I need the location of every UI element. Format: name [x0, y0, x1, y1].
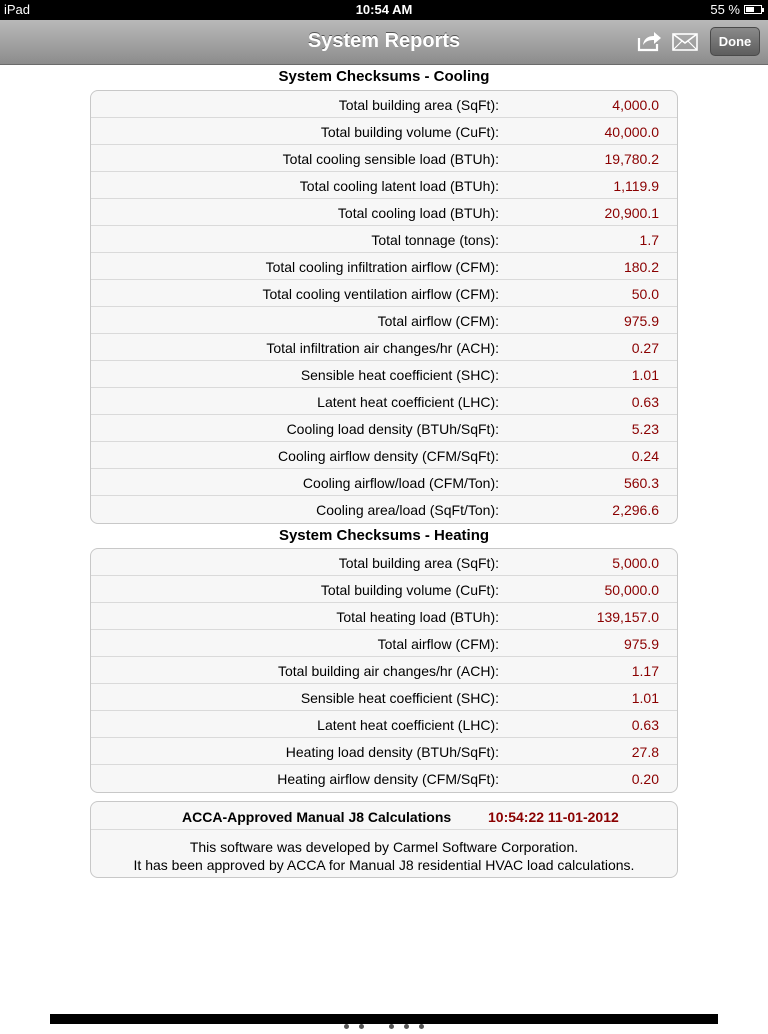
table-row — [91, 549, 677, 576]
row-value: 139,157.0 — [596, 609, 659, 625]
acca-approval-box — [90, 801, 678, 878]
navigation-bar — [0, 20, 768, 65]
table-row — [91, 576, 677, 603]
row-value: 1.01 — [631, 690, 659, 706]
row-label: Latent heat coefficient (LHC): — [317, 717, 499, 733]
heating-checksums-table — [90, 548, 678, 793]
row-value: 0.24 — [631, 448, 659, 464]
acca-header — [91, 802, 677, 830]
table-row — [91, 603, 677, 630]
page-dot[interactable] — [404, 1024, 409, 1029]
table-row — [91, 738, 677, 765]
table-row — [91, 118, 677, 145]
row-value: 1.01 — [631, 367, 659, 383]
page-title: System Reports — [307, 30, 461, 52]
page-dot[interactable] — [374, 1024, 379, 1029]
row-value: 0.63 — [631, 394, 659, 410]
row-value: 0.20 — [631, 771, 659, 787]
page-dot[interactable] — [344, 1024, 349, 1029]
row-label: Total building volume (CuFt): — [320, 582, 499, 598]
mail-icon[interactable] — [672, 33, 698, 51]
row-label: Total cooling sensible load (BTUh): — [282, 151, 499, 167]
row-label: Heating airflow density (CFM/SqFt): — [277, 771, 499, 787]
row-value: 1.7 — [639, 232, 659, 248]
table-row — [91, 253, 677, 280]
row-label: Total cooling load (BTUh): — [337, 205, 499, 221]
row-label: Total building air changes/hr (ACH): — [278, 663, 499, 679]
table-row — [91, 496, 677, 523]
row-label: Heating load density (BTUh/SqFt): — [285, 744, 499, 760]
table-row — [91, 657, 677, 684]
page-dot[interactable] — [419, 1024, 424, 1029]
battery-indicator — [710, 2, 762, 17]
row-value: 19,780.2 — [604, 151, 659, 167]
acca-line-1: This software was developed by Carmel Software Corporation. — [189, 839, 579, 855]
table-row — [91, 684, 677, 711]
row-label: Cooling load density (BTUh/SqFt): — [286, 421, 499, 437]
table-row — [91, 442, 677, 469]
row-label: Total building area (SqFt): — [338, 555, 499, 571]
cooling-section-title: System Checksums - Cooling — [278, 68, 490, 85]
row-value: 5.23 — [631, 421, 659, 437]
row-label: Total airflow (CFM): — [377, 636, 499, 652]
battery-percent: 55 % — [710, 2, 740, 17]
row-label: Total infiltration air changes/hr (ACH): — [266, 340, 499, 356]
row-value: 50.0 — [631, 286, 659, 302]
page-control[interactable] — [0, 1016, 768, 1034]
acca-timestamp: 10:54:22 11-01-2012 — [488, 809, 619, 825]
table-row — [91, 199, 677, 226]
table-row — [91, 711, 677, 738]
table-row — [91, 765, 677, 792]
row-label: Latent heat coefficient (LHC): — [317, 394, 499, 410]
row-value: 975.9 — [623, 313, 659, 329]
row-value: 4,000.0 — [612, 97, 659, 113]
acca-title: ACCA-Approved Manual J8 Calculations — [182, 809, 452, 825]
row-value: 560.3 — [623, 475, 659, 491]
table-row — [91, 630, 677, 657]
row-label: Total building area (SqFt): — [338, 97, 499, 113]
page-dot[interactable] — [389, 1024, 394, 1029]
row-label: Total building volume (CuFt): — [320, 124, 499, 140]
done-button[interactable]: Done — [710, 27, 760, 56]
row-value: 1,119.9 — [613, 178, 659, 194]
table-row — [91, 415, 677, 442]
table-row — [91, 307, 677, 334]
table-row — [91, 334, 677, 361]
row-label: Total tonnage (tons): — [371, 232, 499, 248]
share-icon[interactable] — [636, 29, 662, 53]
row-value: 27.8 — [631, 744, 659, 760]
table-row — [91, 91, 677, 118]
row-label: Total cooling infiltration airflow (CFM): — [265, 259, 499, 275]
row-label: Cooling area/load (SqFt/Ton): — [316, 502, 499, 518]
acca-line-2: It has been approved by ACCA for Manual J8 residential HVAC load calculations. — [133, 857, 635, 873]
row-label: Cooling airflow/load (CFM/Ton): — [302, 475, 499, 491]
row-label: Total cooling ventilation airflow (CFM): — [262, 286, 499, 302]
row-value: 50,000.0 — [604, 582, 659, 598]
table-row — [91, 226, 677, 253]
row-label: Total cooling latent load (BTUh): — [299, 178, 499, 194]
table-row — [91, 145, 677, 172]
carrier-label: iPad — [4, 2, 31, 17]
row-value: 20,900.1 — [604, 205, 659, 221]
row-value: 0.27 — [631, 340, 659, 356]
status-bar — [0, 0, 768, 20]
row-label: Cooling airflow density (CFM/SqFt): — [278, 448, 499, 464]
row-value: 975.9 — [623, 636, 659, 652]
heating-section-title: System Checksums - Heating — [278, 527, 490, 544]
table-row — [91, 361, 677, 388]
table-row — [91, 172, 677, 199]
status-time: 10:54 AM — [355, 2, 413, 17]
table-row — [91, 388, 677, 415]
cooling-checksums-table — [90, 90, 678, 524]
row-label: Total airflow (CFM): — [377, 313, 499, 329]
table-row — [91, 280, 677, 307]
acca-description — [91, 830, 677, 874]
row-label: Sensible heat coefficient (SHC): — [300, 367, 499, 383]
table-row — [91, 469, 677, 496]
row-value: 2,296.6 — [612, 502, 659, 518]
row-value: 5,000.0 — [612, 555, 659, 571]
row-label: Sensible heat coefficient (SHC): — [300, 690, 499, 706]
page-dot[interactable] — [359, 1024, 364, 1029]
row-value: 180.2 — [623, 259, 659, 275]
row-label: Total heating load (BTUh): — [336, 609, 499, 625]
battery-icon — [744, 5, 762, 14]
row-value: 40,000.0 — [604, 124, 659, 140]
row-value: 0.63 — [631, 717, 659, 733]
row-value: 1.17 — [631, 663, 659, 679]
